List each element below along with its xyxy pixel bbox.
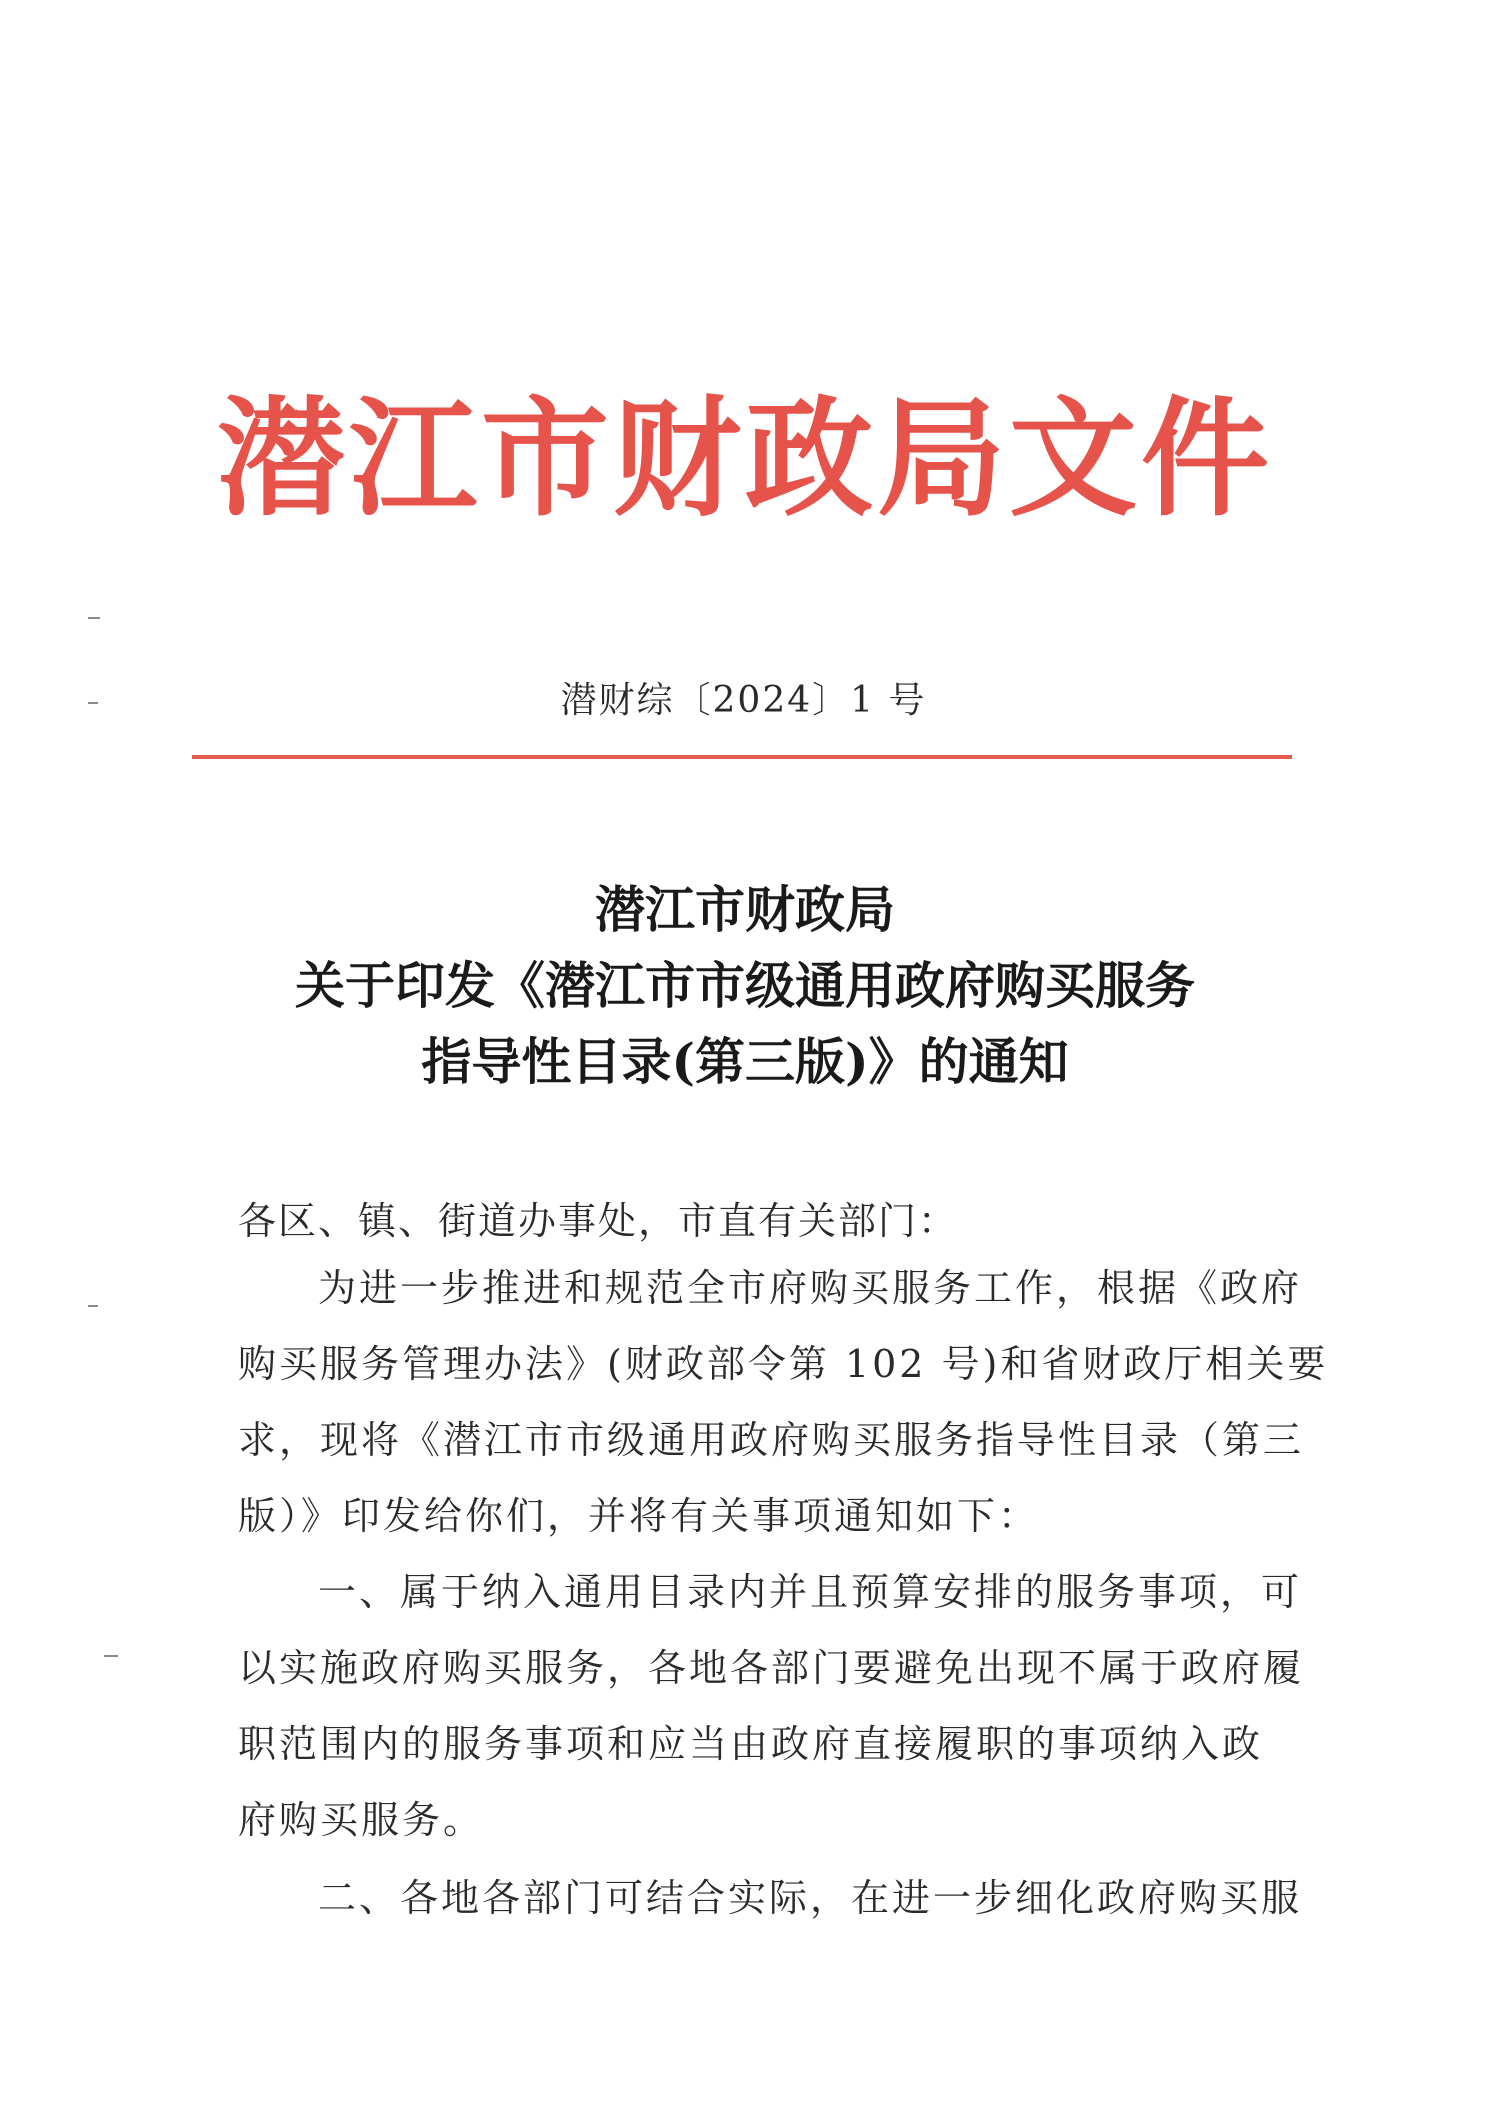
scan-mark [88,1305,98,1307]
title-line-2: 关于印发《潜江市市级通用政府购买服务 [295,956,1195,1015]
scan-mark [88,617,100,619]
body-line: 为进一步推进和规范全市府购买服务工作，根据《政府 [318,1266,1303,1310]
body-line: 购买服务管理办法》(财政部令第 102 号)和省财政厅相关要 [238,1342,1329,1386]
body-line: 求，现将《潜江市市级通用政府购买服务指导性目录（第三 [238,1418,1305,1462]
red-divider-rule [192,755,1292,759]
body-line: 一、属于纳入通用目录内并且预算安排的服务事项，可 [318,1570,1303,1614]
body-line: 版）》印发给你们，并将有关事项通知如下： [238,1494,1040,1538]
body-line: 职范围内的服务事项和应当由政府直接履职的事项纳入政 [238,1722,1264,1766]
notice-title [190,872,1300,1100]
body-line: 二、各地各部门可结合实际，在进一步细化政府购买服 [318,1876,1303,1920]
body-line: 以实施政府购买服务，各地各部门要避免出现不属于政府履 [238,1646,1305,1690]
body-line: 府购买服务。 [238,1798,485,1842]
masthead-title: 潜江市财政局文件 [216,384,1273,534]
title-line-3: 指导性目录(第三版)》的通知 [421,1032,1069,1091]
title-line-1: 潜江市财政局 [595,880,895,939]
salutation: 各区、镇、街道办事处，市直有关部门： [238,1199,959,1243]
scan-mark [104,1655,118,1657]
document-number: 潜财综〔2024〕1 号 [560,680,927,721]
